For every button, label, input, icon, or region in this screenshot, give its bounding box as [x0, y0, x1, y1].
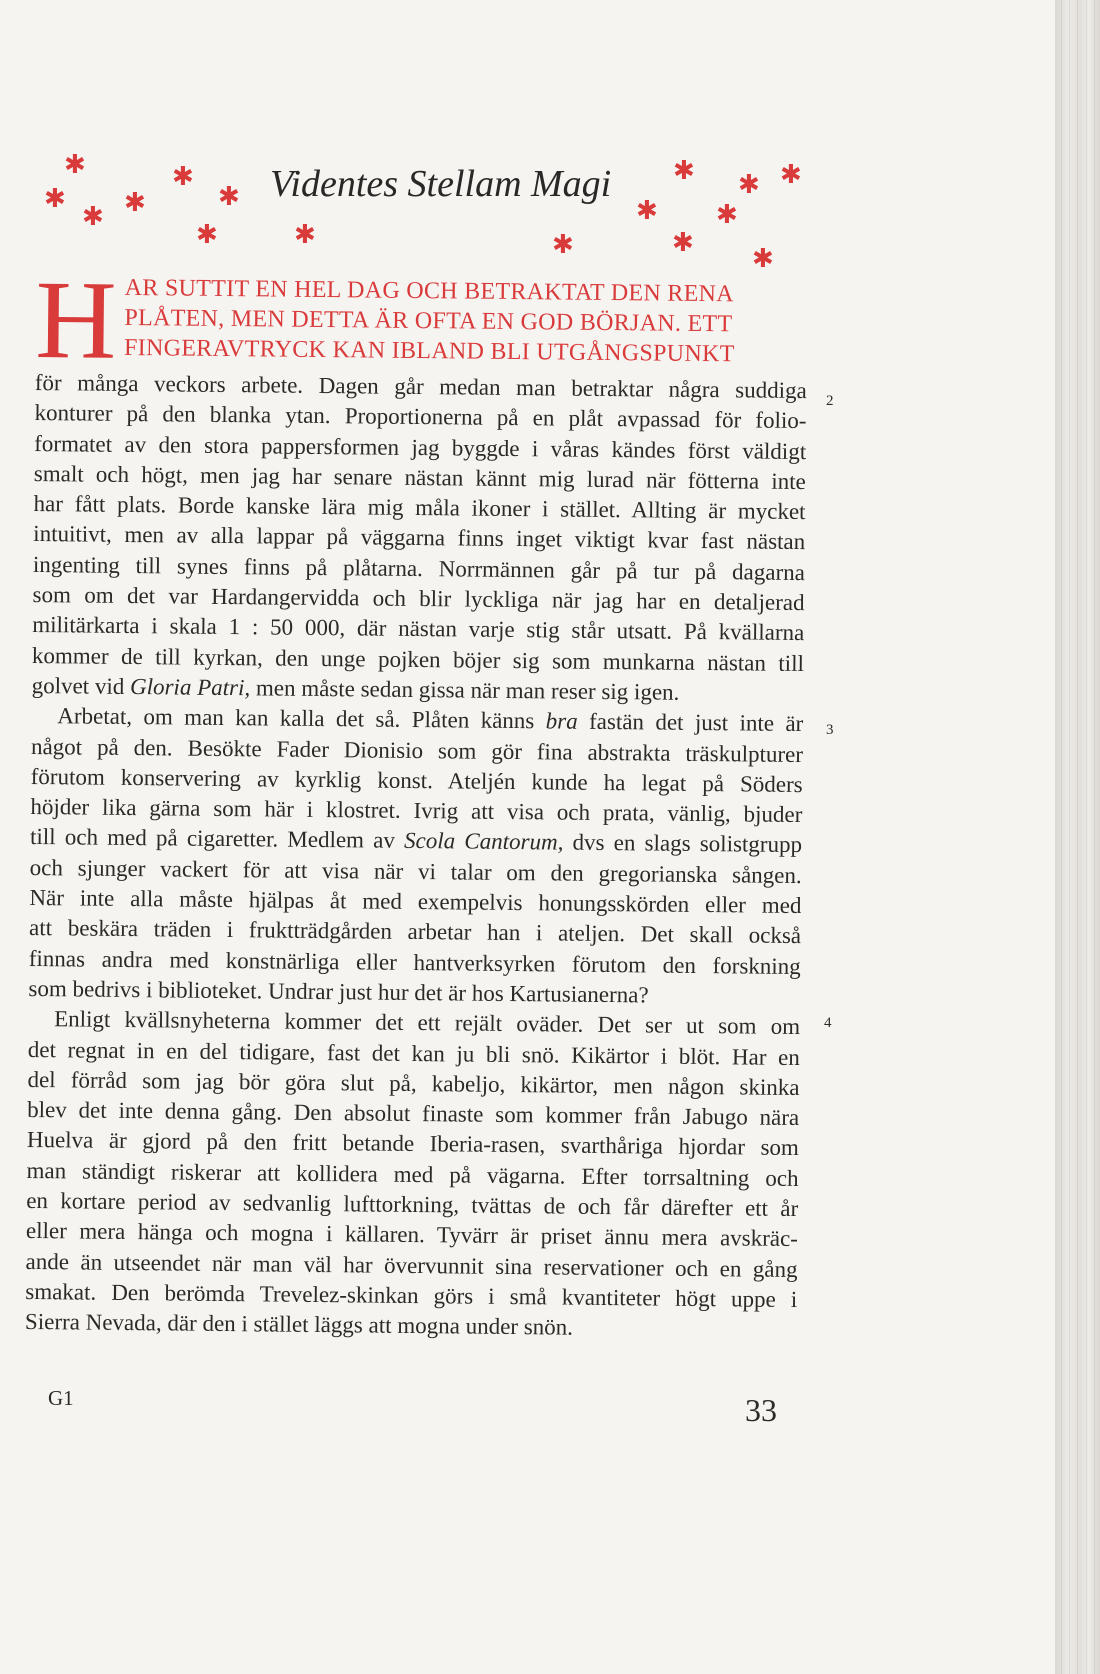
text-line: konturer på den blanka ytan. Proportionerna på en plåt avpassad för folio- [34, 400, 807, 434]
text-line: det regnat in en del tidigare, fast det kan ju bli snö. Kikärtor i blöt. Har en [27, 1036, 800, 1070]
paragraph-2 [28, 701, 803, 1012]
page-stack-edge [1055, 0, 1100, 1674]
margin-number: 3 [826, 722, 834, 738]
text-line: har fått plats. Borde kanske lära mig måla ikoner i stället. Allting är mycket [33, 491, 806, 525]
star-ornament-icon: ✱ [752, 244, 774, 274]
star-ornament-icon: ✱ [124, 188, 146, 218]
drop-cap: H [34, 258, 118, 383]
text-fragment: fastän det just inte är [577, 708, 804, 737]
text-line: som om det var Hardangervidda och blir lyckliga när jag har en detaljerad [32, 582, 805, 616]
text-line: ingenting till synes finns på plåtarna. Norrmännen går på tur på dagarna [32, 551, 806, 585]
star-ornament-icon: ✱ [672, 228, 694, 258]
star-ornament-icon: ✱ [172, 162, 194, 192]
italic-phrase: Gloria Patri, [129, 673, 251, 701]
text-line: del förråd som jag bör göra slut på, kabeljo, kikärtor, men någon skinka [27, 1066, 800, 1100]
paragraph-3 [25, 1004, 800, 1345]
text-line: Sierra Nevada, där den i stället läggs att mogna under snön. [24, 1309, 574, 1340]
signature-mark: G1 [48, 1386, 74, 1410]
margin-number: 2 [826, 393, 834, 409]
text-line: och sjunger vackert för att visa när vi talar om den gregorianska sången. [29, 854, 802, 888]
opening-small-caps [34, 258, 808, 383]
paragraph-1 [32, 368, 807, 709]
star-ornament-icon: ✱ [64, 150, 86, 180]
italic-word: bra [545, 708, 578, 734]
star-ornament-icon: ✱ [196, 220, 218, 250]
star-ornament-icon: ✱ [780, 160, 802, 190]
text-line: eller mera hänga och mogna i källaren. Tyvärr är priset ännu mera avskräc- [25, 1218, 799, 1252]
text-line: intuitivt, men av alla lappar på väggarna finns inget viktigt kvar fast nästan [33, 521, 806, 555]
text-line: blev det inte denna gång. Den absolut finaste som kommer från Jabugo nära [27, 1097, 800, 1131]
star-ornament-icon: ✱ [82, 202, 104, 232]
star-ornament-icon: ✱ [218, 182, 240, 212]
text-line: för många veckors arbete. Dagen går medan man betraktar några suddiga [34, 369, 807, 404]
star-ornament-icon: ✱ [552, 230, 574, 260]
text-fragment: till och med på cigaretter. Medlem av [29, 824, 405, 854]
text-line: AR SUTTIT EN HEL DAG OCH BETRAKTAT DEN RENA [124, 274, 735, 308]
text-line: att beskära träden i fruktträdgården arbetar han i ateljen. Det skall också [29, 915, 802, 949]
text-fragment: golvet vid [31, 672, 131, 699]
text-line: som bedrivs i biblioteket. Undrar just hur det är hos Kartusianerna? [28, 975, 649, 1008]
text-line: finnas andra med konstnärliga eller hantverksyrken förutom den forskning [28, 945, 801, 979]
text-fragment: men måste sedan gissa när man reser sig igen. [250, 675, 680, 705]
page-title: Videntes Stellam Magi [270, 163, 612, 205]
star-ornament-icon: ✱ [44, 184, 66, 214]
text-fragment: Arbetat, om man kan kalla det så. Plåten känns [57, 703, 546, 734]
text-fragment: dvs en slags solistgrupp [563, 830, 803, 858]
text-line: en kortare period av sedvanlig lufttorkning, tvättas de och får därefter ett år [26, 1187, 799, 1222]
star-ornament-icon: ✱ [636, 196, 658, 226]
text-line: formatet av den stora pappersformen jag byggde i våras kändes först väldigt [34, 430, 807, 464]
text-line: höjder lika gärna som här i klostret. Ivrig att visa och prata, vänlig, bjuder [30, 794, 803, 828]
text-line: ande än utseendet när man väl har övervunnit sina reservationer och en gång [25, 1248, 798, 1282]
text-line: man ständigt riskerar att kollidera med på vägarna. Efter torrsaltning och [26, 1157, 799, 1191]
margin-number: 4 [824, 1015, 832, 1031]
text-line: PLÅTEN, MEN DETTA ÄR OFTA EN GOD BÖRJAN. ETT [124, 304, 733, 338]
text-line: Huelva är gjord på den fritt betande Iberia-rasen, svarthåriga hjordar som [26, 1127, 799, 1161]
text-line: När inte alla måste hjälpas åt med exempelvis honungsskörden eller med [29, 885, 802, 919]
page-number: 33 [745, 1392, 777, 1428]
italic-phrase: Scola Cantorum, [403, 828, 564, 856]
text-line: smalt och högt, men jag har senare nästan kännt mig lurad när fötterna inte [33, 460, 806, 494]
text-line: militärkarta i skala 1 : 50 000, där nästan varje stig står utsatt. På kvällarna [32, 612, 805, 646]
star-ornament-icon: ✱ [716, 200, 738, 230]
text-line: något på den. Besökte Fader Dionisio som gör fina abstrakta träskulpturer [30, 733, 804, 767]
text-line: Enligt kvällsnyheterna kommer det ett rejält oväder. Det ser ut som om [54, 1006, 801, 1040]
star-ornament-icon: ✱ [673, 156, 695, 186]
text-line: kommer de till kyrkan, den unge pojken böjer sig som munkarna nästan till [31, 642, 805, 676]
star-ornament-icon: ✱ [294, 220, 316, 250]
text-line: smakat. Den berömda Trevelez-skinkan görs i små kvantiteter högt uppe i [25, 1278, 798, 1312]
body-text [24, 258, 808, 1346]
star-ornament-icon: ✱ [738, 170, 760, 200]
text-line: FINGERAVTRYCK KAN IBLAND BLI UTGÅNGSPUNKT [123, 334, 735, 368]
text-line: förutom konservering av kyrklig konst. Ateljén kunde ha legat på Söders [30, 763, 803, 797]
